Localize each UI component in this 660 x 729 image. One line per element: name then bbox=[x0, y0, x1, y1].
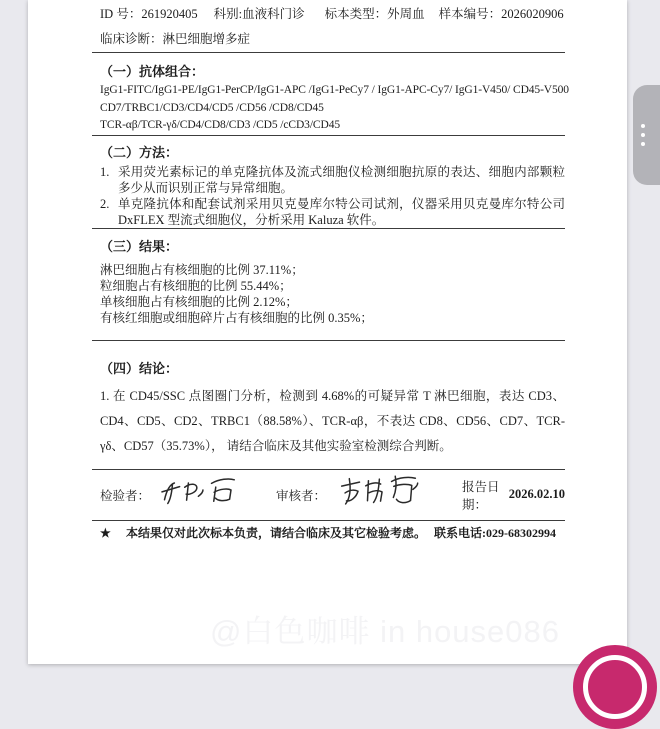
contact-value: 029-68302994 bbox=[486, 525, 557, 540]
examiner-signature-image bbox=[157, 471, 249, 509]
antibody-lines bbox=[92, 82, 569, 135]
dept-label: 科别: bbox=[213, 7, 243, 21]
floating-action-button[interactable] bbox=[573, 645, 657, 729]
antibody-line: CD7/TRBC1/CD3/CD4/CD5 /CD56 /CD8/CD45 bbox=[100, 101, 324, 114]
section-title-conclusion: （四）结论： bbox=[100, 360, 179, 376]
result-line: 淋巴细胞占有核细胞的比例 37.11%； bbox=[100, 262, 304, 277]
method-item bbox=[100, 164, 565, 196]
result-lines bbox=[92, 262, 565, 326]
divider-1 bbox=[92, 52, 565, 53]
antibody-line: IgG1-FITC/IgG1-PE/IgG1-PerCP/IgG1-APC /IgG1-PeCy7 / IgG1-APC-Cy7/ IgG1-V450/ CD45-V500 bbox=[100, 84, 569, 96]
method-item-number: 2. bbox=[100, 196, 110, 211]
method-item-number: 1. bbox=[100, 164, 110, 179]
divider-2 bbox=[92, 135, 565, 136]
id-value: 261920405 bbox=[141, 7, 198, 21]
reviewer-signature-image bbox=[335, 471, 429, 510]
method-item bbox=[100, 196, 565, 228]
star-icon: ★ bbox=[100, 525, 111, 540]
signature-row bbox=[92, 470, 565, 520]
section-title-antibody: （一）抗体组合： bbox=[100, 64, 205, 79]
fab-ring-icon bbox=[583, 655, 647, 719]
vertical-dots-icon bbox=[641, 124, 645, 146]
examiner-label: 检验者： bbox=[100, 488, 151, 503]
diagnosis-value: 淋巴细胞增多症 bbox=[162, 32, 251, 46]
report-page bbox=[28, 0, 627, 664]
divider-4 bbox=[92, 340, 565, 341]
conclusion-text: 1. 在 CD45/SSC 点图圈门分析，检测到 4.68%的可疑异常 T 淋巴细胞，表达 CD3、CD4、CD5、CD2、TRBC1（88.58%）、TCR-αβ，不表达 CD8、CD56、CD7、TCR-γδ、CD57（35.73%）， 请结合临床及其他实验室检测综合判断。 bbox=[100, 388, 565, 453]
scroll-drag-handle[interactable] bbox=[633, 85, 660, 185]
footer-note: 本结果仅对此次标本负责，请结合临床及其它检验考虑。 bbox=[126, 525, 427, 540]
result-line: 单核细胞占有核细胞的比例 2.12%； bbox=[100, 294, 298, 309]
specimen-type-value: 外周血 bbox=[387, 7, 425, 21]
result-line: 有核红细胞或细胞碎片占有核细胞的比例 0.35%； bbox=[100, 310, 373, 325]
result-line: 粒细胞占有核细胞的比例 55.44%； bbox=[100, 278, 292, 293]
antibody-line: TCR-αβ/TCR-γδ/CD4/CD8/CD3 /CD5 /cCD3/CD45 bbox=[100, 119, 340, 131]
sample-no-value: 2026020906 bbox=[501, 7, 564, 21]
reviewer-label: 审核者： bbox=[276, 488, 327, 503]
specimen-type-label: 标本类型： bbox=[324, 7, 388, 21]
footer-note-line bbox=[92, 525, 565, 541]
report-header-line-2 bbox=[92, 27, 565, 52]
diagnosis-label: 临床诊断： bbox=[100, 32, 163, 46]
contact-label: 联系电话: bbox=[434, 525, 487, 540]
report-header-line-1 bbox=[92, 2, 565, 27]
divider-6 bbox=[92, 520, 565, 521]
method-item-text: 采用荧光素标记的单克隆抗体及流式细胞仪检测细胞抗原的表达、细胞内部颗粒多少从而识别正常与异常细胞。 bbox=[118, 164, 565, 195]
section-title-method: （二）方法： bbox=[100, 144, 179, 160]
watermark: @白色咖啡 in house086 bbox=[210, 614, 561, 649]
id-label: ID 号： bbox=[100, 7, 142, 21]
sample-no-label: 样本编号： bbox=[438, 7, 502, 21]
section-title-result: （三）结果： bbox=[100, 238, 179, 254]
dept-value: 血液科门诊 bbox=[242, 7, 305, 21]
report-date-label: 报告日期： bbox=[462, 479, 500, 512]
divider-3 bbox=[92, 228, 565, 229]
method-list bbox=[92, 164, 565, 228]
report-date-value: 2026.02.10 bbox=[508, 487, 565, 501]
method-item-text: 单克隆抗体和配套试剂采用贝克曼库尔特公司试剂，仪器采用贝克曼库尔特公司 DxFLEX 型流式细胞仪，分析采用 Kaluza 软件。 bbox=[118, 196, 565, 227]
